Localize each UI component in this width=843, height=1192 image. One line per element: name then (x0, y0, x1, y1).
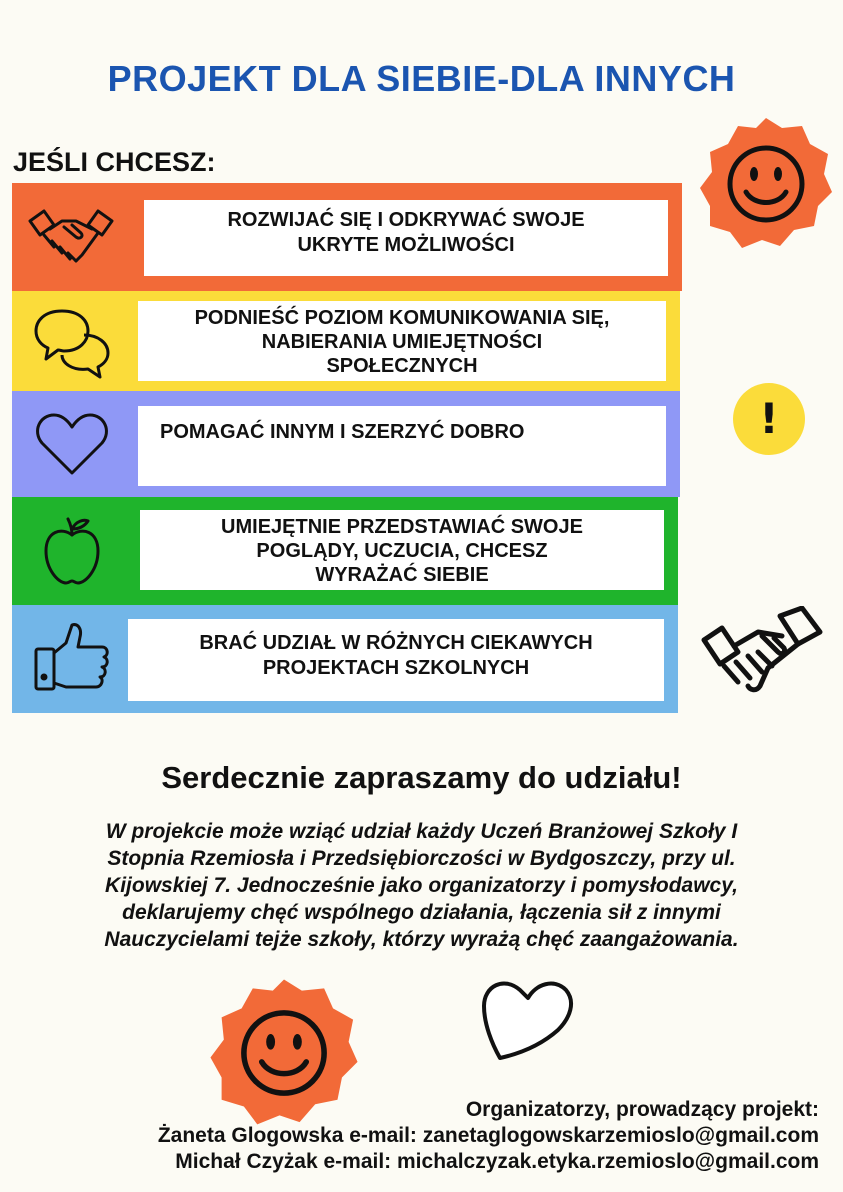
organizers-heading: Organizatorzy, prowadzący projekt: (465, 1098, 819, 1121)
band-develop-text: ROZWIJAĆ SIĘ I ODKRYWAĆ SWOJE UKRYTE MOŻLIWOŚCI (142, 198, 670, 278)
speech-bubbles-icon (32, 307, 112, 383)
heart-icon (34, 411, 110, 477)
apple-icon (42, 515, 102, 587)
exclamation-icon (731, 381, 807, 457)
thumbs-up-icon (32, 619, 112, 693)
organizers (158, 1097, 819, 1175)
page-title: PROJEKT DLA SIEBIE-DLA INNYCH (107, 58, 736, 99)
band-school-projects-text: BRAĆ UDZIAŁ W RÓŻNYCH CIEKAWYCH PROJEKTACH SZKOLNYCH (128, 619, 664, 701)
band-school-projects (12, 605, 678, 713)
organizer-zaneta: Żaneta Glogowska e-mail: zanetaglogowskarzemioslo@gmail.com (157, 1124, 819, 1147)
handshake-icon (698, 606, 828, 706)
project-description: W projekcie może wziąć udział każdy Uczeń Branżowej Szkoły I Stopnia Rzemiosła i Przedsiębiorczości w Bydgoszczy, przy ul. Kijowskiej 7. Jednocześnie jako organizatorzy i pomysłodawcy, deklarujemy chęć wspólnego działania, łączenia sił z innymi Nauczycielami tejże szkoły, którzy wyrażą chęć zaangażowania. (104, 820, 739, 951)
if-you-want-label: JEŚLI CHCESZ: (13, 147, 216, 177)
band-communication-text: PODNIEŚĆ POZIOM KOMUNIKOWANIA SIĘ, NABIERANIA UMIEJĘTNOŚCI SPOŁECZNYCH (138, 301, 666, 381)
heart-icon (478, 974, 578, 1064)
band-develop (12, 183, 682, 291)
band-help-others-text: POMAGAĆ INNYM I SZERZYĆ DOBRO (138, 406, 666, 486)
band-communication (12, 291, 680, 391)
organizer-michal: Michał Czyżak e-mail: michalczyzak.etyka.rzemioslo@gmail.com (175, 1150, 819, 1173)
handshake-icon (26, 203, 116, 273)
band-express-yourself (12, 497, 678, 605)
smiley-icon (696, 114, 836, 254)
invite-heading: Serdecznie zapraszamy do udziału! (161, 760, 682, 795)
svg-text:!: ! (759, 394, 779, 443)
band-help-others (12, 391, 680, 497)
band-express-yourself-text: UMIEJĘTNIE PRZEDSTAWIAĆ SWOJE POGLĄDY, UCZUCIA, CHCESZ WYRAŻAĆ SIEBIE (140, 510, 664, 590)
